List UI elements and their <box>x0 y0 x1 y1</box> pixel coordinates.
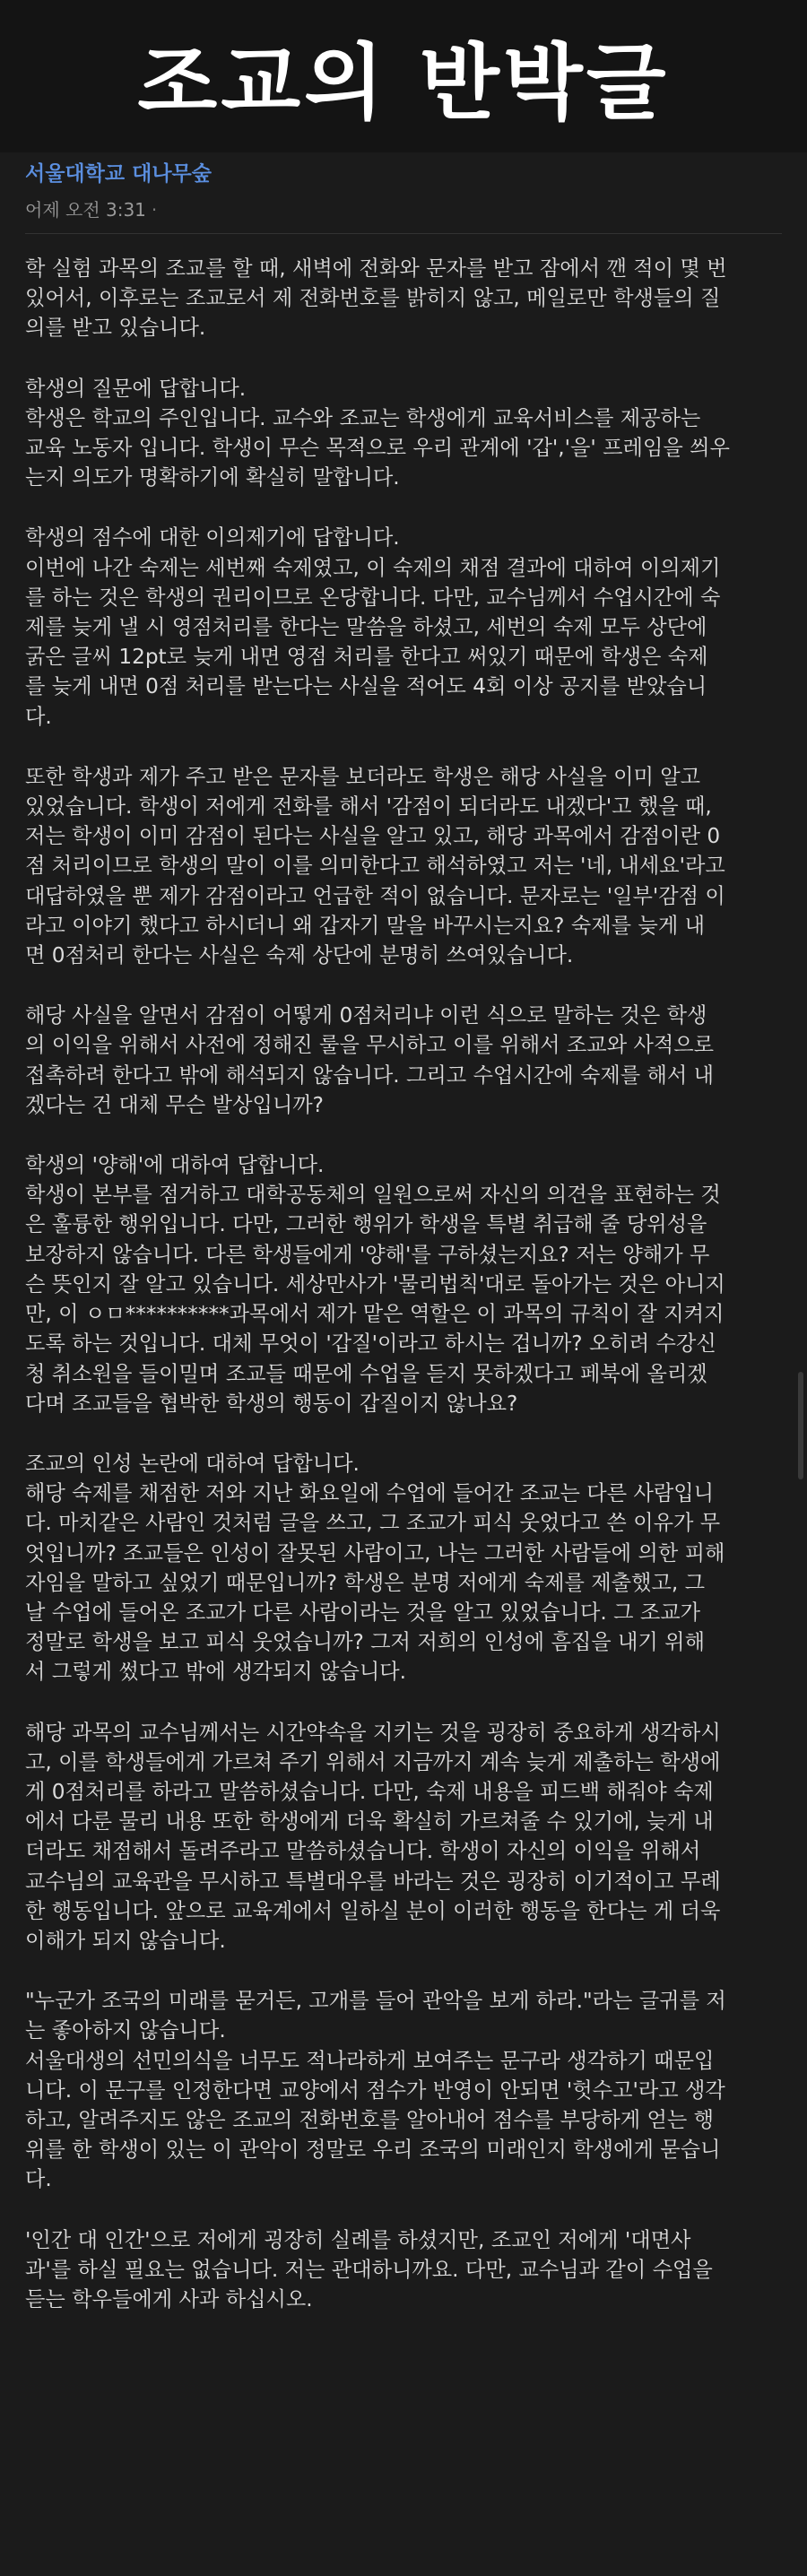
post-meta <box>25 194 782 226</box>
paragraph-line: 는 좋아하지 않습니다. <box>25 2018 226 2043</box>
paragraph-line: 점 처리이므로 학생의 말이 이를 의미한다고 해석하였고 저는 '네, 내세요'라고 <box>25 854 725 879</box>
paragraph-line: 를 늦게 내면 0점 처리를 받는다는 사실을 적어도 4회 이상 공지를 받았습니 <box>25 674 707 699</box>
paragraph-line: 겠다는 건 대체 무슨 발상입니까? <box>25 1092 324 1117</box>
scrollbar-thumb[interactable] <box>798 1372 803 1479</box>
post <box>0 152 807 2314</box>
paragraph-line: 보장하지 않습니다. 다른 학생들에게 '양해'를 구하셨는지요? 저는 양해가 무 <box>25 1242 710 1267</box>
paragraph-line: 학생은 학교의 주인입니다. 교수와 조교는 학생에게 교육서비스를 제공하는 <box>25 405 701 430</box>
paragraph-line: 해당 숙제를 채점한 저와 지난 화요일에 수업에 들어간 조교는 다른 사람입니 <box>25 1481 715 1506</box>
paragraph-line: 날 수업에 들어온 조교가 다른 사람이라는 것을 알고 있었습니다. 그 조교가 <box>25 1600 701 1625</box>
paragraph-line: 슨 뜻인지 잘 알고 있습니다. 세상만사가 '물리법칙'대로 돌아가는 것은 아니지 <box>25 1271 725 1297</box>
paragraph-line: 만, 이 ㅇㅁ**********과목에서 제가 맡은 역할은 이 과목의 규칙이 잘 지켜지 <box>25 1302 725 1327</box>
paragraph-line: 다. <box>25 704 52 729</box>
paragraph-line: 학생이 본부를 점거하고 대학공동체의 일원으로써 자신의 의견을 표현하는 것 <box>25 1183 721 1208</box>
paragraph-line: 는지 의도가 명확하기에 확실히 말합니다. <box>25 465 400 490</box>
paragraph-line: 학 실험 과목의 조교를 할 때, 새벽에 전화와 문자를 받고 잠에서 깬 적이 몇 번 <box>25 256 727 281</box>
paragraph-line: 다. 마치같은 사람인 것처럼 글을 쓰고, 그 조교가 피식 웃었다고 쓴 이유가 무 <box>25 1511 721 1536</box>
board-name-link[interactable]: 서울대학교 대나무숲 <box>25 162 212 186</box>
paragraph-line: 고, 이를 학생들에게 가르쳐 주기 위해서 지금까지 계속 늦게 제출하는 학생에 <box>25 1749 721 1774</box>
paragraph-line: 학생의 점수에 대한 이의제기에 답합니다. <box>25 525 400 551</box>
post-paragraph <box>25 2225 782 2315</box>
post-header <box>25 152 782 234</box>
post-paragraph <box>25 1150 782 1418</box>
paragraph-line: 교수님의 교육관을 무시하고 특별대우를 바라는 것은 굉장히 이기적이고 무례 <box>25 1869 721 1894</box>
paragraph-line: 다. <box>25 2167 52 2192</box>
post-paragraph <box>25 1986 782 2194</box>
paragraph-line: 이번에 나간 숙제는 세번째 숙제였고, 이 숙제의 채점 결과에 대하여 이의제기 <box>25 555 721 580</box>
paragraph-line: 해당 사실을 알면서 감점이 어떻게 0점처리냐 이런 식으로 말하는 것은 학생 <box>25 1003 707 1028</box>
paragraph-line: '인간 대 인간'으로 저에게 굉장히 실례를 하셨지만, 조교인 저에게 '대면사 <box>25 2227 691 2252</box>
post-paragraph <box>25 1718 782 1956</box>
paragraph-line: 서 그렇게 썼다고 밖에 생각되지 않습니다. <box>25 1660 407 1685</box>
title-banner <box>0 0 807 152</box>
paragraph-line: 조교의 인성 논란에 대하여 답합니다. <box>25 1451 360 1476</box>
paragraph-line: 서울대생의 선민의식을 너무도 적나라하게 보여주는 문구라 생각하기 때문입 <box>25 2048 715 2073</box>
paragraph-line: 하고, 알려주지도 않은 조교의 전화번호를 알아내어 점수를 부당하게 얻는 행 <box>25 2107 715 2132</box>
paragraph-line: 또한 학생과 제가 주고 받은 문자를 보더라도 학생은 해당 사실을 이미 알고 <box>25 764 701 789</box>
paragraph-line: 위를 한 학생이 있는 이 관악이 정말로 우리 조국의 미래인지 학생에게 묻습니 <box>25 2138 721 2163</box>
post-paragraph <box>25 1449 782 1687</box>
paragraph-line: 한 행동입니다. 앞으로 교육계에서 일하실 분이 이러한 행동을 한다는 게 더욱 <box>25 1898 721 1923</box>
paragraph-line: 엇입니까? 조교들은 인성이 잘못된 사람이고, 나는 그러한 사람들에 의한 피해 <box>25 1540 725 1566</box>
paragraph-line: 라고 이야기 했다고 하시더니 왜 갑자기 말을 바꾸시는지요? 숙제를 늦게 내 <box>25 913 705 938</box>
paragraph-line: 도록 하는 것입니다. 대체 무엇이 '갑질'이라고 하시는 겁니까? 오히려 수강신 <box>25 1331 716 1357</box>
paragraph-line: 정말로 학생을 보고 피식 웃었습니까? 그저 저희의 인성에 흠집을 내기 위해 <box>25 1630 705 1655</box>
paragraph-line: 은 훌륭한 행위입니다. 다만, 그러한 행위가 학생을 특별 취급해 줄 당위성을 <box>25 1212 707 1237</box>
post-body <box>0 234 807 2314</box>
paragraph-line: 접촉하려 한다고 밖에 해석되지 않습니다. 그리고 수업시간에 숙제를 해서 내 <box>25 1062 715 1088</box>
paragraph-line: 이해가 되지 않습니다. <box>25 1928 226 1953</box>
paragraph-line: 과'를 하실 필요는 없습니다. 저는 관대하니까요. 다만, 교수님과 같이 수업을 <box>25 2257 713 2282</box>
paragraph-line: 학생의 '양해'에 대하여 답합니다. <box>25 1153 325 1178</box>
paragraph-line: 제를 늦게 낼 시 영점처리를 한다는 말씀을 하셨고, 세번의 숙제 모두 상단에 <box>25 615 707 640</box>
paragraph-line: 더라도 채점해서 돌려주라고 말씀하셨습니다. 학생이 자신의 이익을 위해서 <box>25 1839 701 1864</box>
post-paragraph <box>25 254 782 343</box>
paragraph-line: 학생의 질문에 답합니다. <box>25 376 247 401</box>
paragraph-line: 교육 노동자 입니다. 학생이 무슨 목적으로 우리 관계에 '갑','을' 프레임을 씌우 <box>25 436 730 461</box>
paragraph-line: 에서 다룬 물리 내용 또한 학생에게 더욱 확실히 가르쳐줄 수 있기에, 늦게 내 <box>25 1809 714 1834</box>
paragraph-line: 의를 받고 있습니다. <box>25 316 206 341</box>
paragraph-line: "누군가 조국의 미래를 묻거든, 고개를 들어 관악을 보게 하라."라는 글귀를 저 <box>25 1989 726 2014</box>
paragraph-line: 면 0점처리 한다는 사실은 숙제 상단에 분명히 쓰여있습니다. <box>25 943 574 968</box>
paragraph-line: 해당 과목의 교수님께서는 시간약속을 지키는 것을 굉장히 중요하게 생각하시 <box>25 1720 721 1745</box>
paragraph-line: 있어서, 이후로는 조교로서 제 전화번호를 밝히지 않고, 메일로만 학생들의 질 <box>25 286 721 311</box>
post-timestamp[interactable]: 어제 오전 3:31 <box>25 199 146 221</box>
banner-title: 조교의 반박글 <box>137 35 670 131</box>
meta-separator: · <box>151 199 158 221</box>
paragraph-line: 를 하는 것은 학생의 권리이므로 온당합니다. 다만, 교수님께서 수업시간에 숙 <box>25 585 721 610</box>
paragraph-line: 저는 학생이 이미 감점이 된다는 사실을 알고 있고, 해당 과목에서 감점이란 0 <box>25 824 721 849</box>
paragraph-line: 있었습니다. 학생이 저에게 전화를 해서 '감점이 되더라도 내겠다'고 했을 때, <box>25 794 712 820</box>
paragraph-line: 청 취소원을 들이밀며 조교들 때문에 수업을 듣지 못하겠다고 페북에 올리겠 <box>25 1361 707 1386</box>
paragraph-line: 굵은 글씨 12pt로 늦게 내면 영점 처리를 한다고 써있기 때문에 학생은 숙제 <box>25 645 708 670</box>
post-paragraph <box>25 1001 782 1120</box>
paragraph-line: 게 0점처리를 하라고 말씀하셨습니다. 다만, 숙제 내용을 피드백 해줘야 숙제 <box>25 1779 714 1804</box>
post-paragraph <box>25 523 782 731</box>
paragraph-line: 듣는 학우들에게 사과 하십시오. <box>25 2286 313 2311</box>
post-paragraph <box>25 762 782 970</box>
paragraph-line: 대답하였을 뿐 제가 감점이라고 언급한 적이 없습니다. 문자로는 '일부'감점 이 <box>25 883 725 908</box>
paragraph-line: 의 이익을 위해서 사전에 정해진 룰을 무시하고 이를 위해서 조교와 사적으로 <box>25 1033 715 1058</box>
paragraph-line: 자임을 말하고 싶었기 때문입니까? 학생은 분명 저에게 숙제를 제출했고, 그 <box>25 1570 705 1595</box>
post-paragraph <box>25 374 782 493</box>
paragraph-line: 니다. 이 문구를 인정한다면 교양에서 점수가 반영이 안되면 '헛수고'라고 생각 <box>25 2077 725 2103</box>
paragraph-line: 다며 조교들을 협박한 학생의 행동이 갑질이지 않나요? <box>25 1391 518 1416</box>
